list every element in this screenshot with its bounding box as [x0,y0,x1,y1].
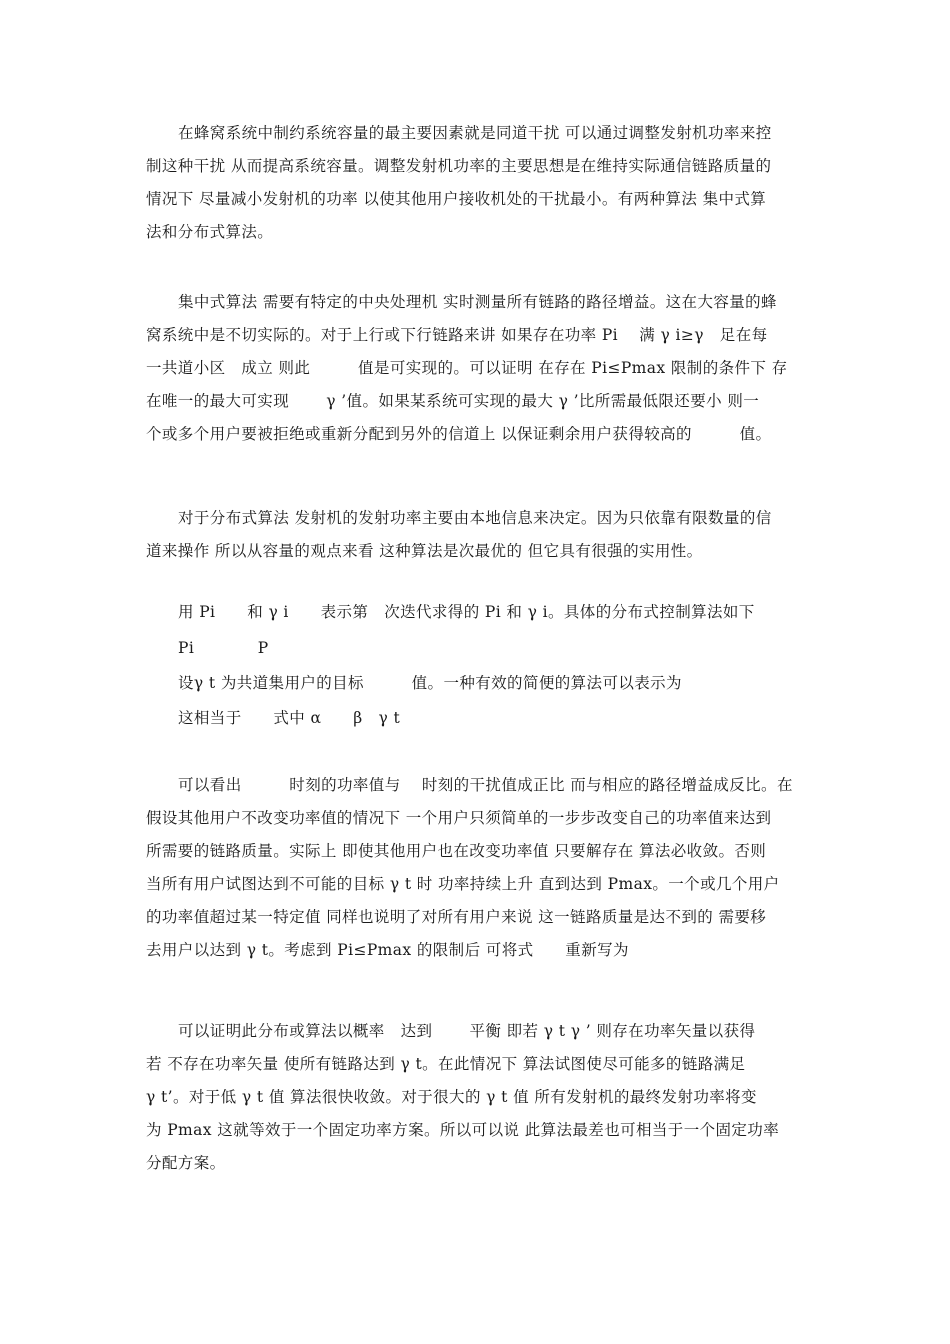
text-line: 这相当于 式中 α β γ t [178,709,401,727]
text-line: 集中式算法 需要有特定的中央处理机 实时测量所有链路的路径增益。这在大容量的蜂 [178,293,777,311]
paragraph-centralized [146,286,810,451]
text-line: 分配方案。 [146,1154,226,1172]
text-line: 可以看出 时刻的功率值与 时刻的干扰值成正比 而与相应的路径增益成反比。在 [178,776,793,794]
text-line: 一共道小区 成立 则此 值是可实现的。可以证明 在存在 Pi≤Pmax 限制的条件下 存 [146,359,788,377]
text-line: 制这种干扰 从而提高系统容量。调整发射机功率的主要思想是在维持实际通信链路质量的 [146,157,772,175]
text-line: 去用户以达到 γ t。考虑到 Pi≤Pmax 的限制后 可将式 重新写为 [146,941,629,959]
text-line: γ t’。对于低 γ t 值 算法很快收敛。对于很大的 γ t 值 所有发射机的最终发射功率将变 [146,1088,757,1106]
paragraph-algorithm [146,596,810,735]
text-line: 可以证明此分布或算法以概率 达到 平衡 即若 γ t γ ’ 则存在功率矢量以获得 [178,1022,756,1040]
text-line: 所需要的链路质量。实际上 即使其他用户也在改变功率值 只要解存在 算法必收敛。否则 [146,842,767,860]
text-line: 为 Pmax 这就等效于一个固定功率方案。所以可以说 此算法最差也可相当于一个固定功率 [146,1121,780,1139]
text-line: 窝系统中是不切实际的。对于上行或下行链路来讲 如果存在功率 Pi 满 γ i≥γ 足在每 [146,326,768,344]
text-line: 道来操作 所以从容量的观点来看 这种算法是次最优的 但它具有很强的实用性。 [146,542,703,560]
text-line: 法和分布式算法。 [146,223,274,241]
text-line: Pi P [178,639,269,657]
paragraph-conclusion [146,1015,810,1180]
text-line: 当所有用户试图达到不可能的目标 γ t 时 功率持续上升 直到达到 Pmax。一个或几个用户 [146,875,780,893]
text-line: 在唯一的最大可实现 γ ’值。如果某系统可实现的最大 γ ’比所需最低限还要小 则一 [146,392,760,410]
paragraph-analysis [146,769,810,967]
paragraph-intro [146,117,810,249]
text-line: 在蜂窝系统中制约系统容量的最主要因素就是同道干扰 可以通过调整发射机功率来控 [178,124,772,142]
text-line: 对于分布式算法 发射机的发射功率主要由本地信息来决定。因为只依靠有限数量的信 [178,509,772,527]
text-line: 用 Pi 和 γ i 表示第 次迭代求得的 Pi 和 γ i。具体的分布式控制算法如下 [178,603,755,621]
paragraph-distributed [146,502,810,568]
text-line: 若 不存在功率矢量 使所有链路达到 γ t。在此情况下 算法试图使尽可能多的链路满足 [146,1055,746,1073]
text-line: 个或多个用户要被拒绝或重新分配到另外的信道上 以保证剩余用户获得较高的 值。 [146,425,772,443]
text-line: 的功率值超过某一特定值 同样也说明了对所有用户来说 这一链路质量是达不到的 需要移 [146,908,767,926]
text-line: 假设其他用户不改变功率值的情况下 一个用户只须简单的一步步改变自己的功率值来达到 [146,809,772,827]
text-line: 设γ t 为共道集用户的目标 值。一种有效的简便的算法可以表示为 [178,674,682,692]
text-line: 情况下 尽量减小发射机的功率 以使其他用户接收机处的干扰最小。有两种算法 集中式算 [146,190,767,208]
